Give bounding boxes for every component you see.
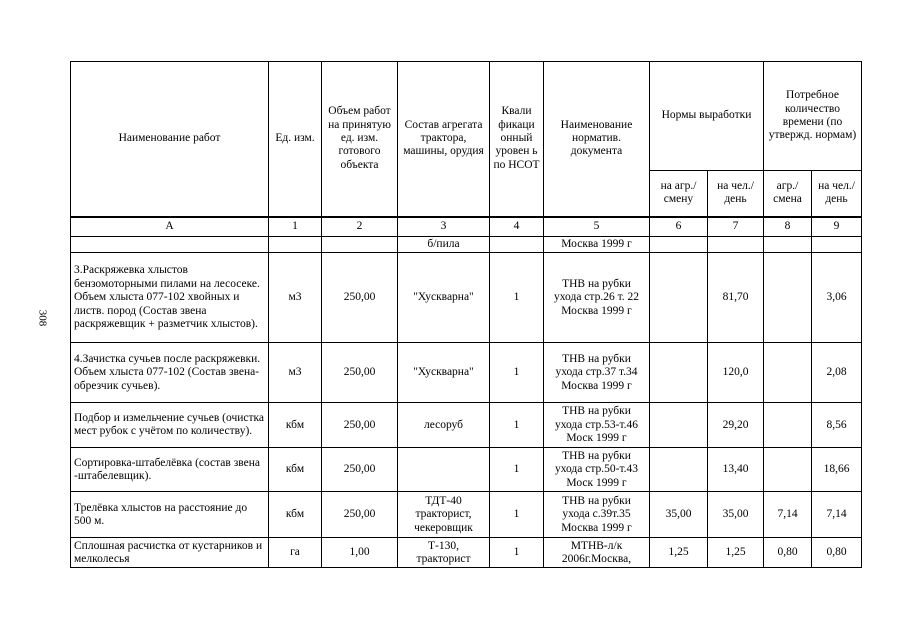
table-cell: ТНВ на рубки ухода стр.37 т.34 Москва 1999 г <box>544 343 650 403</box>
table-cell: 7,14 <box>764 492 812 538</box>
table-cell: МТНВ-л/к 2006г.Москва, <box>544 538 650 568</box>
table-row <box>71 538 862 568</box>
header-norm-per-worker: на чел./ день <box>708 171 764 217</box>
table-cell: 250,00 <box>322 448 398 492</box>
table-cell: кбм <box>269 403 322 448</box>
table-cell: ТНВ на рубки ухода с.39т.35 Москва 1999 г <box>544 492 650 538</box>
work-name-cell: Подбор и измельчение сучьев (очистка мест рубок с учётом по количеству). <box>71 403 269 448</box>
table-cell: 250,00 <box>322 343 398 403</box>
index-cell: 2 <box>322 217 398 237</box>
table-cell: га <box>269 538 322 568</box>
table-cell: 250,00 <box>322 492 398 538</box>
table-cell: ТНВ на рубки ухода стр.26 т. 22 Москва 1999 г <box>544 253 650 343</box>
table-cell: кбм <box>269 448 322 492</box>
table-cell: 29,20 <box>708 403 764 448</box>
work-name-cell: Сортировка-штабелёвка (состав звена -штабелевщик). <box>71 448 269 492</box>
work-name-cell: Трелёвка хлыстов на расстояние до 500 м. <box>71 492 269 538</box>
work-name-cell: 4.Зачистка сучьев после раскряжевки. Объем хлыста 077-102 (Состав звена-обрезчик сучьев). <box>71 343 269 403</box>
table-cell <box>650 343 708 403</box>
header-need-group: Потребное количество времени (по утвержд. нормам) <box>764 62 862 171</box>
table-cell: 18,66 <box>812 448 862 492</box>
table-cell <box>764 237 812 253</box>
table-cell: лесоруб <box>398 403 490 448</box>
table-cell <box>650 253 708 343</box>
table-cell: 3,06 <box>812 253 862 343</box>
table-cell <box>71 237 269 253</box>
table-cell: 13,40 <box>708 448 764 492</box>
header-need-per-aggregate: агр./ смена <box>764 171 812 217</box>
table-cell: кбм <box>269 492 322 538</box>
header-need-per-worker: на чел./ день <box>812 171 862 217</box>
table-cell <box>812 237 862 253</box>
table-cell <box>322 237 398 253</box>
table-cell: б/пила <box>398 237 490 253</box>
index-cell: 8 <box>764 217 812 237</box>
header-qualification: Квали фикаци онный уровен ь по НСОТ <box>490 62 544 217</box>
table-cell: м3 <box>269 253 322 343</box>
header-volume: Объем работ на принятую ед. изм. готового объекта <box>322 62 398 217</box>
table-cell: 120,0 <box>708 343 764 403</box>
table-cell: ТНВ на рубки ухода стр.53-т.46 Моск 1999 г <box>544 403 650 448</box>
table-cell: Москва 1999 г <box>544 237 650 253</box>
table-cell <box>764 448 812 492</box>
index-cell: 5 <box>544 217 650 237</box>
work-name-cell: Сплошная расчистка от кустарников и мелколесья <box>71 538 269 568</box>
table-cell: 250,00 <box>322 253 398 343</box>
page-number: 308 <box>36 309 49 327</box>
index-cell: 7 <box>708 217 764 237</box>
index-cell: 3 <box>398 217 490 237</box>
header-norms-group: Нормы выработки <box>650 62 764 171</box>
table-row <box>71 403 862 448</box>
table-cell: 1 <box>490 492 544 538</box>
work-norms-table <box>70 61 862 568</box>
table-cell <box>398 448 490 492</box>
table-cell: 1 <box>490 343 544 403</box>
table-cell <box>650 403 708 448</box>
index-cell: 9 <box>812 217 862 237</box>
table-cell: ТНВ на рубки ухода стр.50-т.43 Моск 1999 г <box>544 448 650 492</box>
table-cell: 81,70 <box>708 253 764 343</box>
table-cell: 2,08 <box>812 343 862 403</box>
index-cell: 4 <box>490 217 544 237</box>
table-cell <box>650 237 708 253</box>
index-cell: 1 <box>269 217 322 237</box>
index-cell: 6 <box>650 217 708 237</box>
table-cell: 1,00 <box>322 538 398 568</box>
table-cell: Т-130, тракторист <box>398 538 490 568</box>
table-row <box>71 253 862 343</box>
header-aggregate: Состав агрегата трактора, машины, орудия <box>398 62 490 217</box>
table-cell: 0,80 <box>812 538 862 568</box>
table-cell: "Хускварна" <box>398 343 490 403</box>
table-cell <box>764 343 812 403</box>
table-cell: ТДТ-40 тракторист, чекеровщик <box>398 492 490 538</box>
header-norm-per-aggregate: на агр./ смену <box>650 171 708 217</box>
table-cell: 35,00 <box>708 492 764 538</box>
table-cell: 1 <box>490 253 544 343</box>
table-cell <box>490 237 544 253</box>
table-cell: 7,14 <box>812 492 862 538</box>
table-cell: 1 <box>490 403 544 448</box>
header-document: Наименование норматив. документа <box>544 62 650 217</box>
table-cell: 0,80 <box>764 538 812 568</box>
table-cell: 1 <box>490 448 544 492</box>
table-cell: 1,25 <box>650 538 708 568</box>
table-cell: 1 <box>490 538 544 568</box>
work-name-cell: 3.Раскряжевка хлыстов бензомоторными пилами на лесосеке. Объем хлыста 077-102 хвойных и листв. пород (Состав звена раскряжевщик + разметчик хлыстов). <box>71 253 269 343</box>
table-cell: 35,00 <box>650 492 708 538</box>
header-work-name: Наименование работ <box>71 62 269 217</box>
table-cell <box>269 237 322 253</box>
column-index-row <box>71 217 862 237</box>
table-cell: м3 <box>269 343 322 403</box>
table-row <box>71 448 862 492</box>
table-row <box>71 492 862 538</box>
table-row <box>71 343 862 403</box>
table-cell <box>708 237 764 253</box>
table-cell: 1,25 <box>708 538 764 568</box>
header-unit: Ед. изм. <box>269 62 322 217</box>
table-cell <box>764 403 812 448</box>
table-cell: 250,00 <box>322 403 398 448</box>
table-cell: 8,56 <box>812 403 862 448</box>
table-cell <box>650 448 708 492</box>
table-cell <box>764 253 812 343</box>
table-cell: "Хускварна" <box>398 253 490 343</box>
index-cell: А <box>71 217 269 237</box>
continuation-row <box>71 237 862 253</box>
